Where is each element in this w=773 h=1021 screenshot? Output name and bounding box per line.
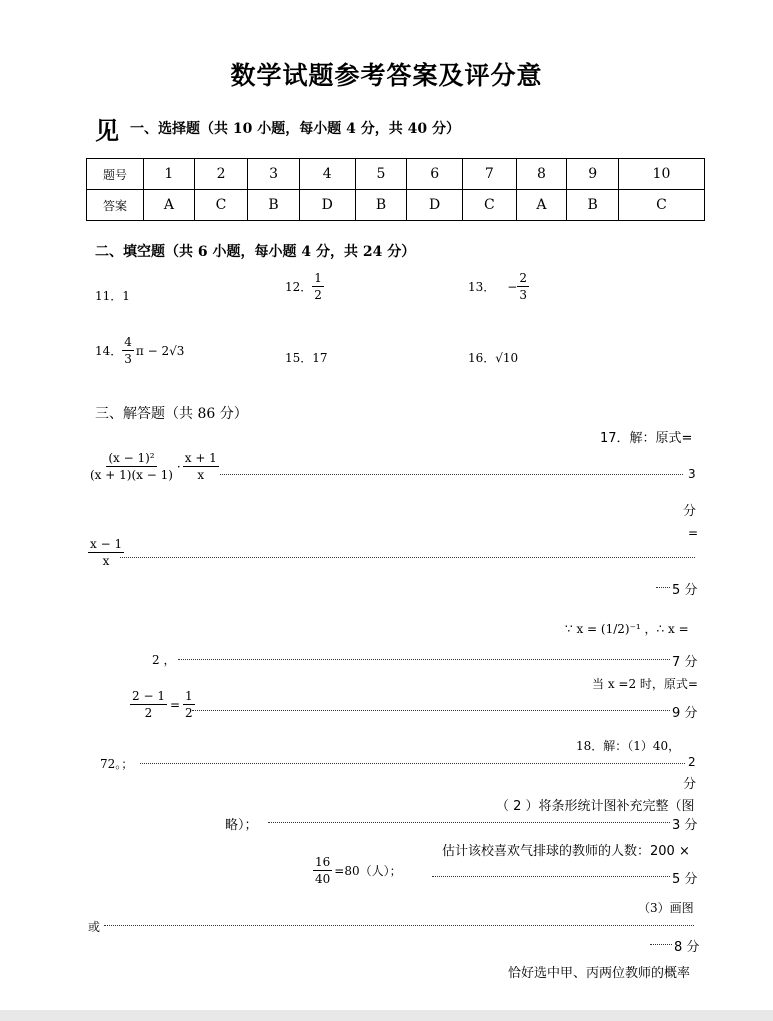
equals-sign: = <box>688 526 699 540</box>
q17-simplified: $\frac{x - 1}{x}$ <box>90 537 123 568</box>
q18-part3: （3）画图 <box>638 901 694 915</box>
answer-14: 14． $\frac{4}{3}$ π − 2√3 <box>95 335 185 366</box>
q18-value: 72。； <box>100 757 134 771</box>
answer-12: 12． $\frac{1}{2}$ <box>285 271 322 302</box>
q18-probability: 恰好选中甲、丙两位教师的概率 <box>508 966 691 981</box>
table-cell: B <box>355 190 407 221</box>
dotted-leader <box>178 659 670 660</box>
q18-part3-b: 或 <box>88 920 101 934</box>
score: 7 分 <box>672 655 698 670</box>
dotted-leader <box>104 925 694 926</box>
score: 3 分 <box>672 818 698 833</box>
answer-15: 15．17 <box>285 351 328 365</box>
table-cell: 7 <box>463 159 517 190</box>
q18-part2: （ 2 ）将条形统计图补充完整（图 <box>496 799 695 814</box>
table-cell: 5 <box>355 159 407 190</box>
score: 3 <box>688 467 696 481</box>
table-cell: B <box>567 190 619 221</box>
table-cell: 4 <box>299 159 355 190</box>
dotted-leader <box>120 557 695 558</box>
q17-x-value: 2 ， <box>152 653 176 667</box>
answer-11: 11．1 <box>95 289 130 303</box>
answer-13: 13． − $\frac{2}{3}$ <box>468 271 527 302</box>
table-cell: 6 <box>407 159 463 190</box>
q17-intro: 17．解：原式= <box>600 431 693 446</box>
dotted-leader <box>268 822 670 823</box>
dotted-leader <box>220 474 683 475</box>
q18-intro: 18．解：（1）40， <box>576 739 681 753</box>
dotted-leader <box>140 763 685 764</box>
table-cell: 1 <box>144 159 195 190</box>
q18-part2-b: 略）； <box>225 818 258 833</box>
score: 2 <box>688 755 696 769</box>
q18-estimate-formula: $\frac{16}{40}$ =80（人）； <box>315 855 402 886</box>
table-cell: D <box>407 190 463 221</box>
score: 5 分 <box>672 583 698 598</box>
table-row <box>87 190 705 221</box>
dotted-leader <box>432 876 670 877</box>
section3-heading: 三、解答题（共 86 分） <box>95 406 248 422</box>
dotted-leader <box>650 944 672 945</box>
table-cell: B <box>248 190 300 221</box>
q17-given: ∵ x = (1/2)⁻¹ ，∴ x = <box>565 622 689 636</box>
table-row <box>87 159 705 190</box>
page-title: 数学试题参考答案及评分意 <box>230 61 543 90</box>
answer-16: 16．√10 <box>468 351 519 365</box>
table-cell: 8 <box>516 159 567 190</box>
table-cell: 10 <box>618 159 704 190</box>
table-cell: C <box>194 190 248 221</box>
section2-heading: 二、填空题（共 6 小题，每小题 4 分，共 24 分） <box>95 244 416 260</box>
row-label-answer: 答案 <box>87 190 144 221</box>
table-cell: A <box>144 190 195 221</box>
q18-estimate: 估计该校喜欢气排球的教师的人数：200 × <box>442 844 690 859</box>
q17-expression: $\frac{\text{(x − 1)²}}{(x + 1)(x - 1)}$ · $\frac{x + 1}{x}$ <box>90 451 217 482</box>
score-unit: 分 <box>683 504 697 519</box>
table-cell: C <box>618 190 704 221</box>
dotted-leader <box>192 710 670 711</box>
score-unit: 分 <box>683 777 697 792</box>
table-cell: 9 <box>567 159 619 190</box>
score: 9 分 <box>672 706 698 721</box>
page-bottom-edge <box>0 1010 773 1021</box>
table-cell: C <box>463 190 517 221</box>
score: 5 分 <box>672 872 698 887</box>
table-cell: D <box>299 190 355 221</box>
table-cell: 3 <box>248 159 300 190</box>
title-continuation-char: 见 <box>95 116 119 145</box>
table-cell: 2 <box>194 159 248 190</box>
table-cell: A <box>516 190 567 221</box>
section1-heading: 一、选择题（共 10 小题，每小题 4 分，共 40 分） <box>130 121 460 137</box>
answer-table <box>86 158 705 221</box>
row-label-number: 题号 <box>87 159 144 190</box>
q17-final: $\frac{2 - 1}{2}$ = $\frac{1}{2}$ <box>132 689 193 720</box>
q17-when: 当 x =2 时，原式= <box>592 677 698 691</box>
dotted-leader <box>656 587 670 588</box>
score: 8 分 <box>674 940 700 955</box>
